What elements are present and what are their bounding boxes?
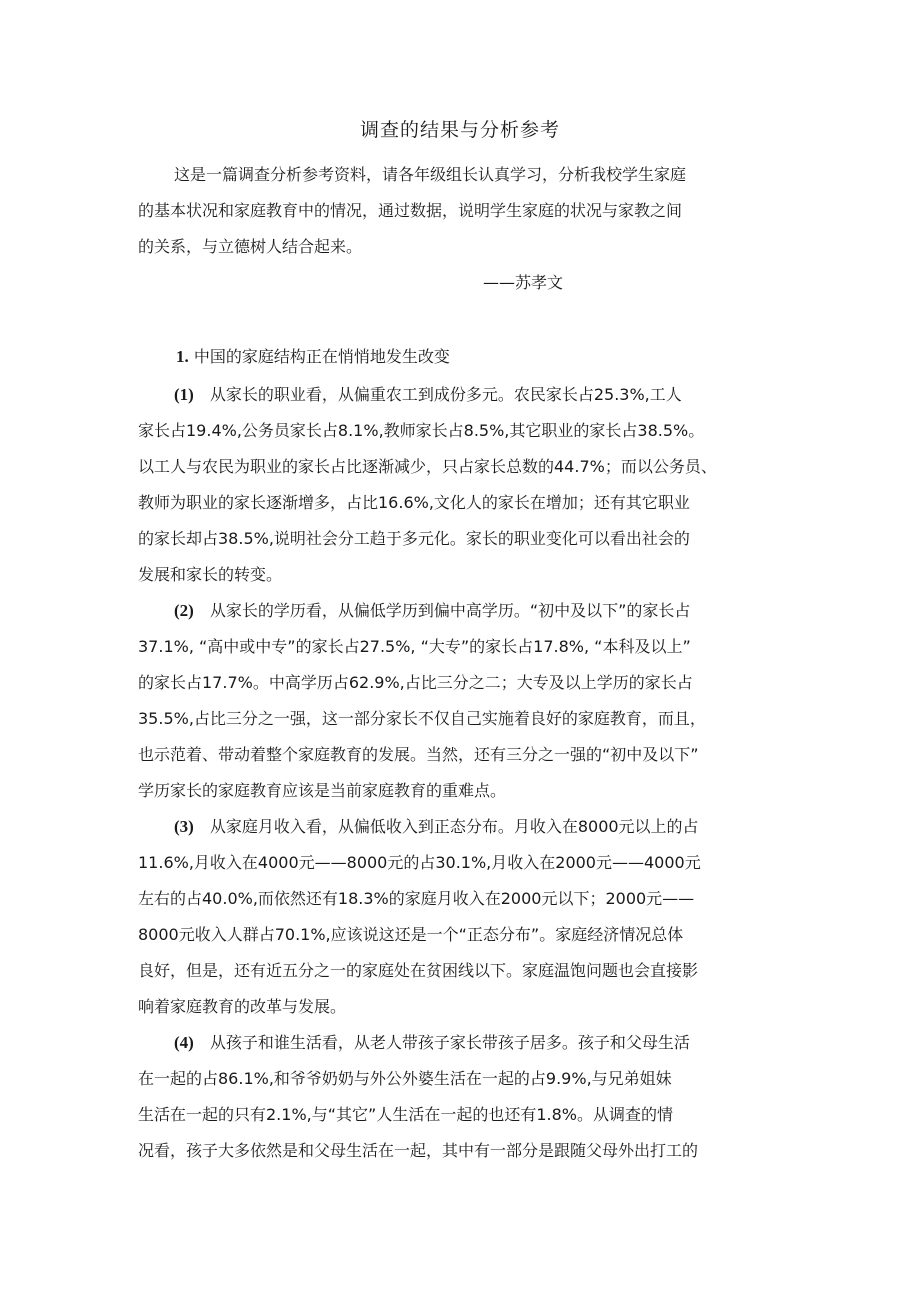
item-paragraph (138, 1025, 758, 1169)
intro-line: 这是一篇调查分析参考资料，请各年级组长认真学习，分析我校学生家庭 (174, 165, 687, 184)
author-signature: ——苏孝文 (483, 273, 564, 292)
item-line: 响着家庭教育的改革与发展。 (138, 997, 347, 1016)
item-first-line (138, 377, 758, 413)
document-title: 调查的结果与分析参考 (359, 119, 560, 141)
item-line: 发展和家长的转变。 (138, 565, 283, 584)
item-line: 在一起的占86.1%,和爷爷奶奶与外公外婆生活在一起的占9.9%,与兄弟姐妹 (138, 1069, 672, 1088)
body-block (138, 377, 758, 1169)
intro-paragraph (138, 157, 758, 265)
section-heading (176, 342, 450, 372)
item-line: 学历家长的家庭教育应该是当前家庭教育的重难点。 (138, 781, 507, 800)
item-number: (2) (174, 601, 194, 620)
item-line: 从家长的职业看，从偏重农工到成份多元。农民家长占25.3%,工人 (209, 385, 682, 404)
intro-line: 的基本状况和家庭教育中的情况，通过数据，说明学生家庭的状况与家教之间 (138, 201, 683, 220)
item-number: (3) (174, 817, 194, 836)
item-line: 的家长占17.7%。中高学历占62.9%,占比三分之二；大专及以上学历的家长占 (138, 673, 693, 692)
section-number: 1. (176, 347, 189, 366)
item-line: 的家长却占38.5%,说明社会分工趋于多元化。家长的职业变化可以看出社会的 (138, 529, 690, 548)
item-line: 左右的占40.0%,而依然还有18.3%的家庭月收入在2000元以下；2000元—— (138, 889, 695, 908)
intro-line: 的关系，与立德树人结合起来。 (138, 237, 363, 256)
item-line: 37.1%, “高中或中专”的家长占27.5%, “大专”的家长占17.8%, “本科及以上” (138, 637, 691, 656)
item-line: 从家庭月收入看，从偏低收入到正态分布。月收入在8000元以上的占 (209, 817, 699, 836)
item-line: 家长占19.4%,公务员家长占8.1%,教师家长占8.5%,其它职业的家长占38.5%。 (138, 421, 705, 440)
item-line: 良好，但是，还有近五分之一的家庭处在贫困线以下。家庭温饱问题也会直接影 (138, 961, 699, 980)
item-paragraph (138, 809, 758, 1025)
item-paragraph (138, 377, 758, 593)
item-line: 从家长的学历看，从偏低学历到偏中高学历。“初中及以下”的家长占 (209, 601, 691, 620)
item-line: 也示范着、带动着整个家庭教育的发展。当然，还有三分之一强的“初中及以下” (138, 745, 699, 764)
section-heading-text: 中国的家庭结构正在悄悄地发生改变 (193, 347, 450, 366)
item-line: 35.5%,占比三分之一强，这一部分家长不仅自己实施着良好的家庭教育，而且， (138, 709, 706, 728)
item-line: 8000元收入人群占70.1%,应该说这还是一个“正态分布”。家庭经济情况总体 (138, 925, 684, 944)
item-first-line (138, 593, 758, 629)
item-line: 以工人与农民为职业的家长占比逐渐减少，只占家长总数的44.7%；而以公务员、 (138, 457, 717, 476)
item-number: (1) (174, 385, 194, 404)
item-line: 生活在一起的只有2.1%,与“其它”人生活在一起的也还有1.8%。从调查的情 (138, 1105, 673, 1124)
item-line: 从孩子和谁生活看，从老人带孩子家长带孩子居多。孩子和父母生活 (209, 1033, 690, 1052)
item-first-line (138, 1025, 758, 1061)
item-number: (4) (174, 1033, 194, 1052)
item-line: 况看，孩子大多依然是和父母生活在一起，其中有一部分是跟随父母外出打工的 (138, 1141, 699, 1160)
item-line: 11.6%,月收入在4000元——8000元的占30.1%,月收入在2000元——4000元 (138, 853, 701, 872)
item-first-line (138, 809, 758, 845)
item-paragraph (138, 593, 758, 809)
item-line: 教师为职业的家长逐渐增多，占比16.6%,文化人的家长在增加；还有其它职业 (138, 493, 690, 512)
